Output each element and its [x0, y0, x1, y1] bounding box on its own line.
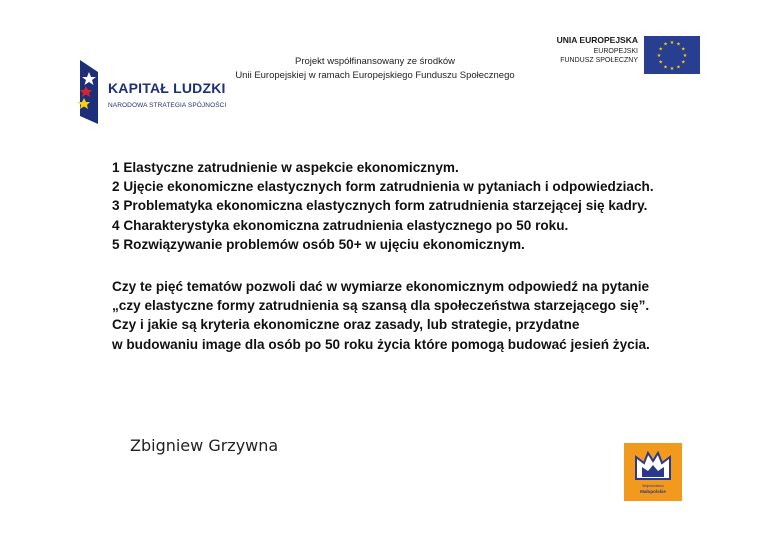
eu-logo	[548, 32, 704, 82]
svg-text:★: ★	[658, 46, 663, 53]
svg-text:★: ★	[669, 40, 675, 46]
svg-text:★: ★	[681, 59, 686, 66]
question-line: w budowaniu image dla osób po 50 roku życia które pomogą budować jesień życia.	[112, 336, 650, 352]
svg-text:★: ★	[658, 59, 663, 66]
question-line: Czy i jakie są kryteria ekonomiczne oraz zasady, lub strategie, przydatne	[112, 317, 580, 333]
eu-flag-icon	[644, 36, 700, 74]
svg-text:★: ★	[681, 46, 686, 53]
svg-text:★: ★	[682, 53, 688, 59]
malopolska-line-1: Województwo	[642, 484, 664, 488]
malopolska-logo	[624, 443, 682, 501]
eu-subtitle-2: FUNDUSZ SPOŁECZNY	[560, 57, 638, 64]
topic-item: 4 Charakterystyka ekonomiczna zatrudnienia elastycznego po 50 roku.	[112, 217, 569, 233]
cofinancing-line-1: Projekt współfinansowany ze środków	[295, 56, 455, 67]
kapital-ludzki-title: KAPITAŁ LUDZKI	[108, 80, 226, 96]
topic-item: 3 Problematyka ekonomiczna elastycznych form zatrudnienia starzejącej się kadry.	[112, 198, 648, 214]
topics-list	[112, 158, 732, 254]
kapital-ludzki-logo	[76, 58, 227, 126]
svg-text:★: ★	[669, 66, 675, 72]
svg-text:★: ★	[656, 53, 662, 59]
kapital-ludzki-subtitle: NARODOWA STRATEGIA SPÓJNOŚCI	[108, 102, 227, 109]
question-line: „czy elastyczne formy zatrudnienia są szansą dla społeczeństwa starzejącego się”.	[112, 298, 650, 314]
malopolska-crown-icon	[632, 449, 674, 483]
svg-text:★: ★	[676, 64, 681, 71]
question-line: Czy te pięć tematów pozwoli dać w wymiarze ekonomicznym odpowiedź na pytanie	[112, 279, 650, 294]
topic-item: 5 Rozwiązywanie problemów osób 50+ w ujęciu ekonomicznym.	[112, 236, 525, 252]
cofinancing-note	[210, 55, 540, 83]
svg-text:★: ★	[663, 41, 668, 48]
kapital-ludzki-emblem-icon	[76, 58, 102, 126]
cofinancing-line-2: Unii Europejskiej w ramach Europejskiego Funduszu Społecznego	[235, 70, 515, 81]
topic-item: 2 Ujęcie ekonomiczne elastycznych form zatrudnienia w pytaniach i odpowiedziach.	[112, 179, 654, 195]
topic-item: 1 Elastyczne zatrudnienie w aspekcie ekonomicznym.	[112, 160, 459, 175]
svg-text:★: ★	[676, 41, 681, 48]
author-name: Zbigniew Grzywna	[130, 436, 279, 455]
eu-subtitle-1: EUROPEJSKI	[593, 48, 638, 55]
svg-text:★: ★	[663, 64, 668, 71]
malopolska-line-2: Małopolskie	[640, 489, 666, 494]
question-paragraph	[112, 277, 732, 354]
eu-title: UNIA EUROPEJSKA	[556, 35, 638, 45]
